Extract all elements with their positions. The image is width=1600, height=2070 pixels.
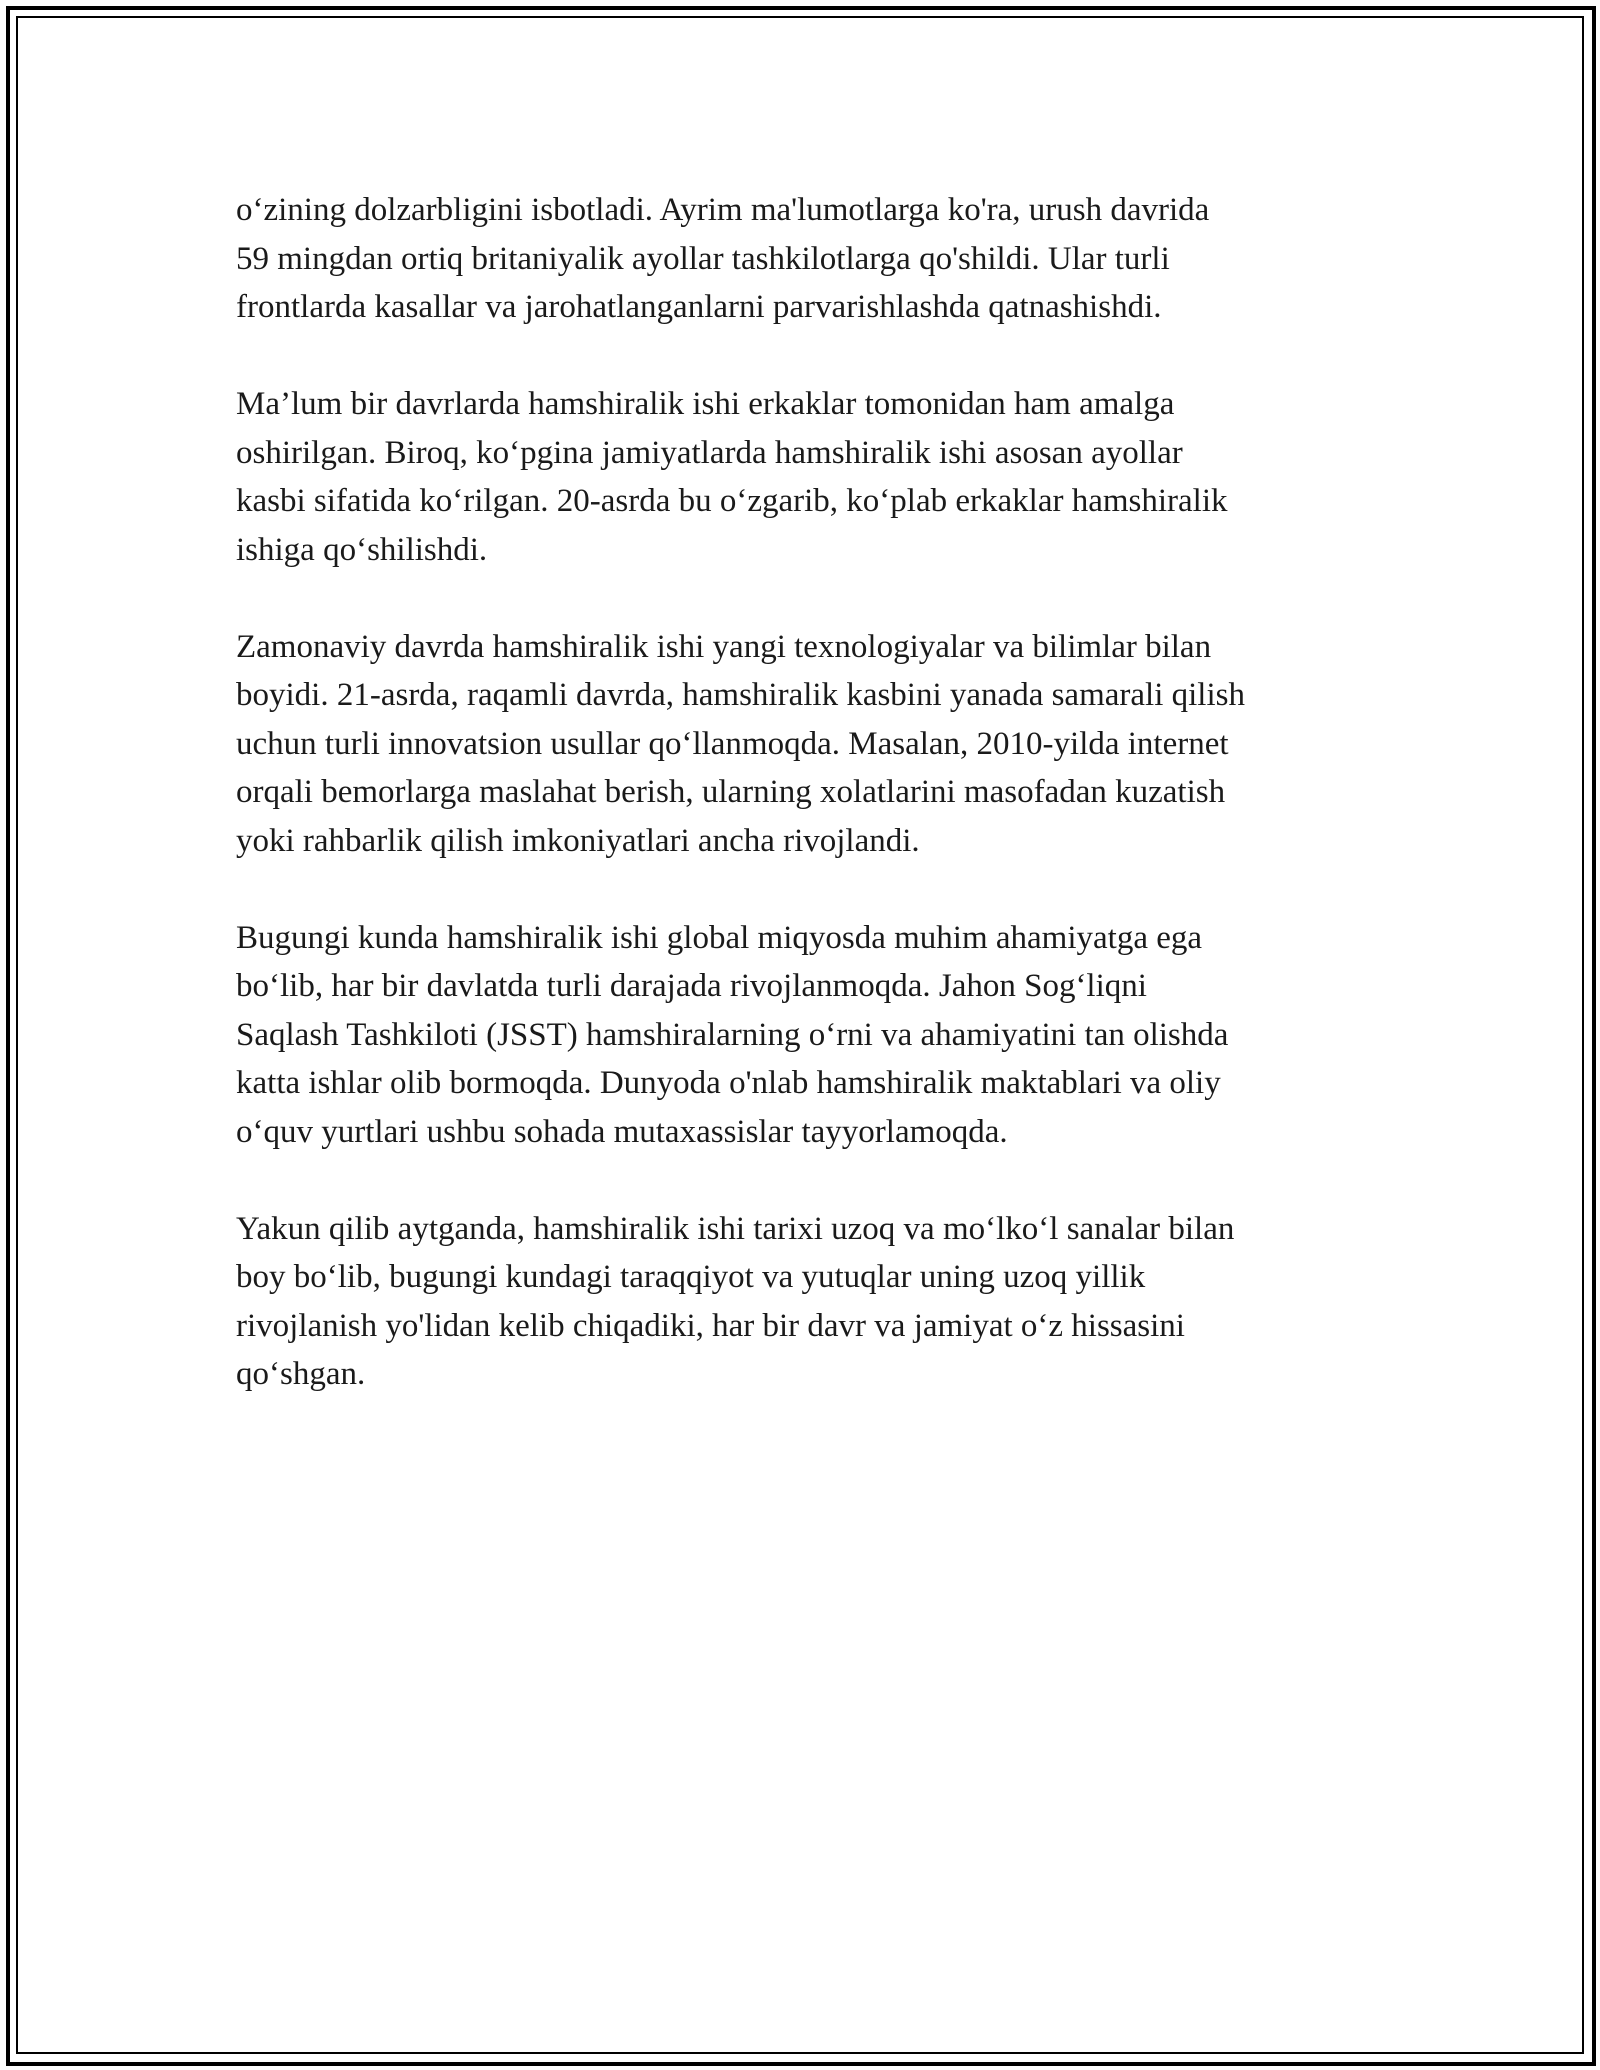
document-body — [236, 186, 1386, 1447]
text-line: Zamonaviy davrda hamshiralik ishi yangi texnologiyalar va bilimlar bilan — [236, 628, 1212, 665]
text-line: Saqlash Tashkiloti (JSST) hamshiralarning o‘rni va ahamiyatini tan olishda — [236, 1016, 1229, 1053]
text-line: Bugungi kunda hamshiralik ishi global miqyosda muhim ahamiyatga ega — [236, 919, 1203, 956]
text-line: frontlarda kasallar va jarohatlanganlarni parvarishlashda qatnashishdi. — [236, 289, 1162, 325]
paragraph-4 — [236, 914, 1386, 1157]
text-line: katta ishlar olib bormoqda. Dunyoda o'nlab hamshiralik maktablari va oliy — [236, 1065, 1221, 1101]
text-line: ishiga qo‘shilishdi. — [236, 531, 488, 568]
text-line: rivojlanish yo'lidan kelib chiqadiki, har bir davr va jamiyat o‘z hissasini — [236, 1307, 1185, 1344]
paragraph-2 — [236, 380, 1386, 574]
text-line: oshirilgan. Biroq, ko‘pgina jamiyatlarda hamshiralik ishi asosan ayollar — [236, 434, 1183, 471]
text-line: boyidi. 21-asrda, raqamli davrda, hamshiralik kasbini yanada samarali qilish — [236, 677, 1245, 713]
text-line: bo‘lib, har bir davlatda turli darajada rivojlanmoqda. Jahon Sog‘liqni — [236, 968, 1147, 1004]
text-line: uchun turli innovatsion usullar qo‘llanmoqda. Masalan, 2010-yilda internet — [236, 725, 1229, 762]
text-line: boy bo‘lib, bugungi kundagi taraqqiyot va yutuqlar uning uzoq yillik — [236, 1259, 1146, 1295]
text-line: kasbi sifatida ko‘rilgan. 20-asrda bu o‘zgarib, ko‘plab erkaklar hamshiralik — [236, 483, 1228, 519]
paragraph-3 — [236, 623, 1386, 866]
text-line: o‘zining dolzarbligini isbotladi. Ayrim ma'lumotlarga ko'ra, urush davrida — [236, 192, 1210, 228]
paragraph-5 — [236, 1205, 1386, 1399]
paragraph-1 — [236, 186, 1386, 332]
text-line: Ma’lum bir davrlarda hamshiralik ishi erkaklar tomonidan ham amalga — [236, 386, 1175, 422]
text-line: qo‘shgan. — [236, 1356, 366, 1392]
text-line: o‘quv yurtlari ushbu sohada mutaxassislar tayyorlamoqda. — [236, 1113, 1008, 1150]
text-line: 59 mingdan ortiq britaniyalik ayollar tashkilotlarga qo'shildi. Ular turli — [236, 240, 1170, 277]
text-line: Yakun qilib aytganda, hamshiralik ishi tarixi uzoq va mo‘lko‘l sanalar bilan — [236, 1210, 1235, 1247]
text-line: orqali bemorlarga maslahat berish, ularning xolatlarini masofadan kuzatish — [236, 774, 1226, 810]
text-line: yoki rahbarlik qilish imkoniyatlari ancha rivojlandi. — [236, 822, 920, 859]
